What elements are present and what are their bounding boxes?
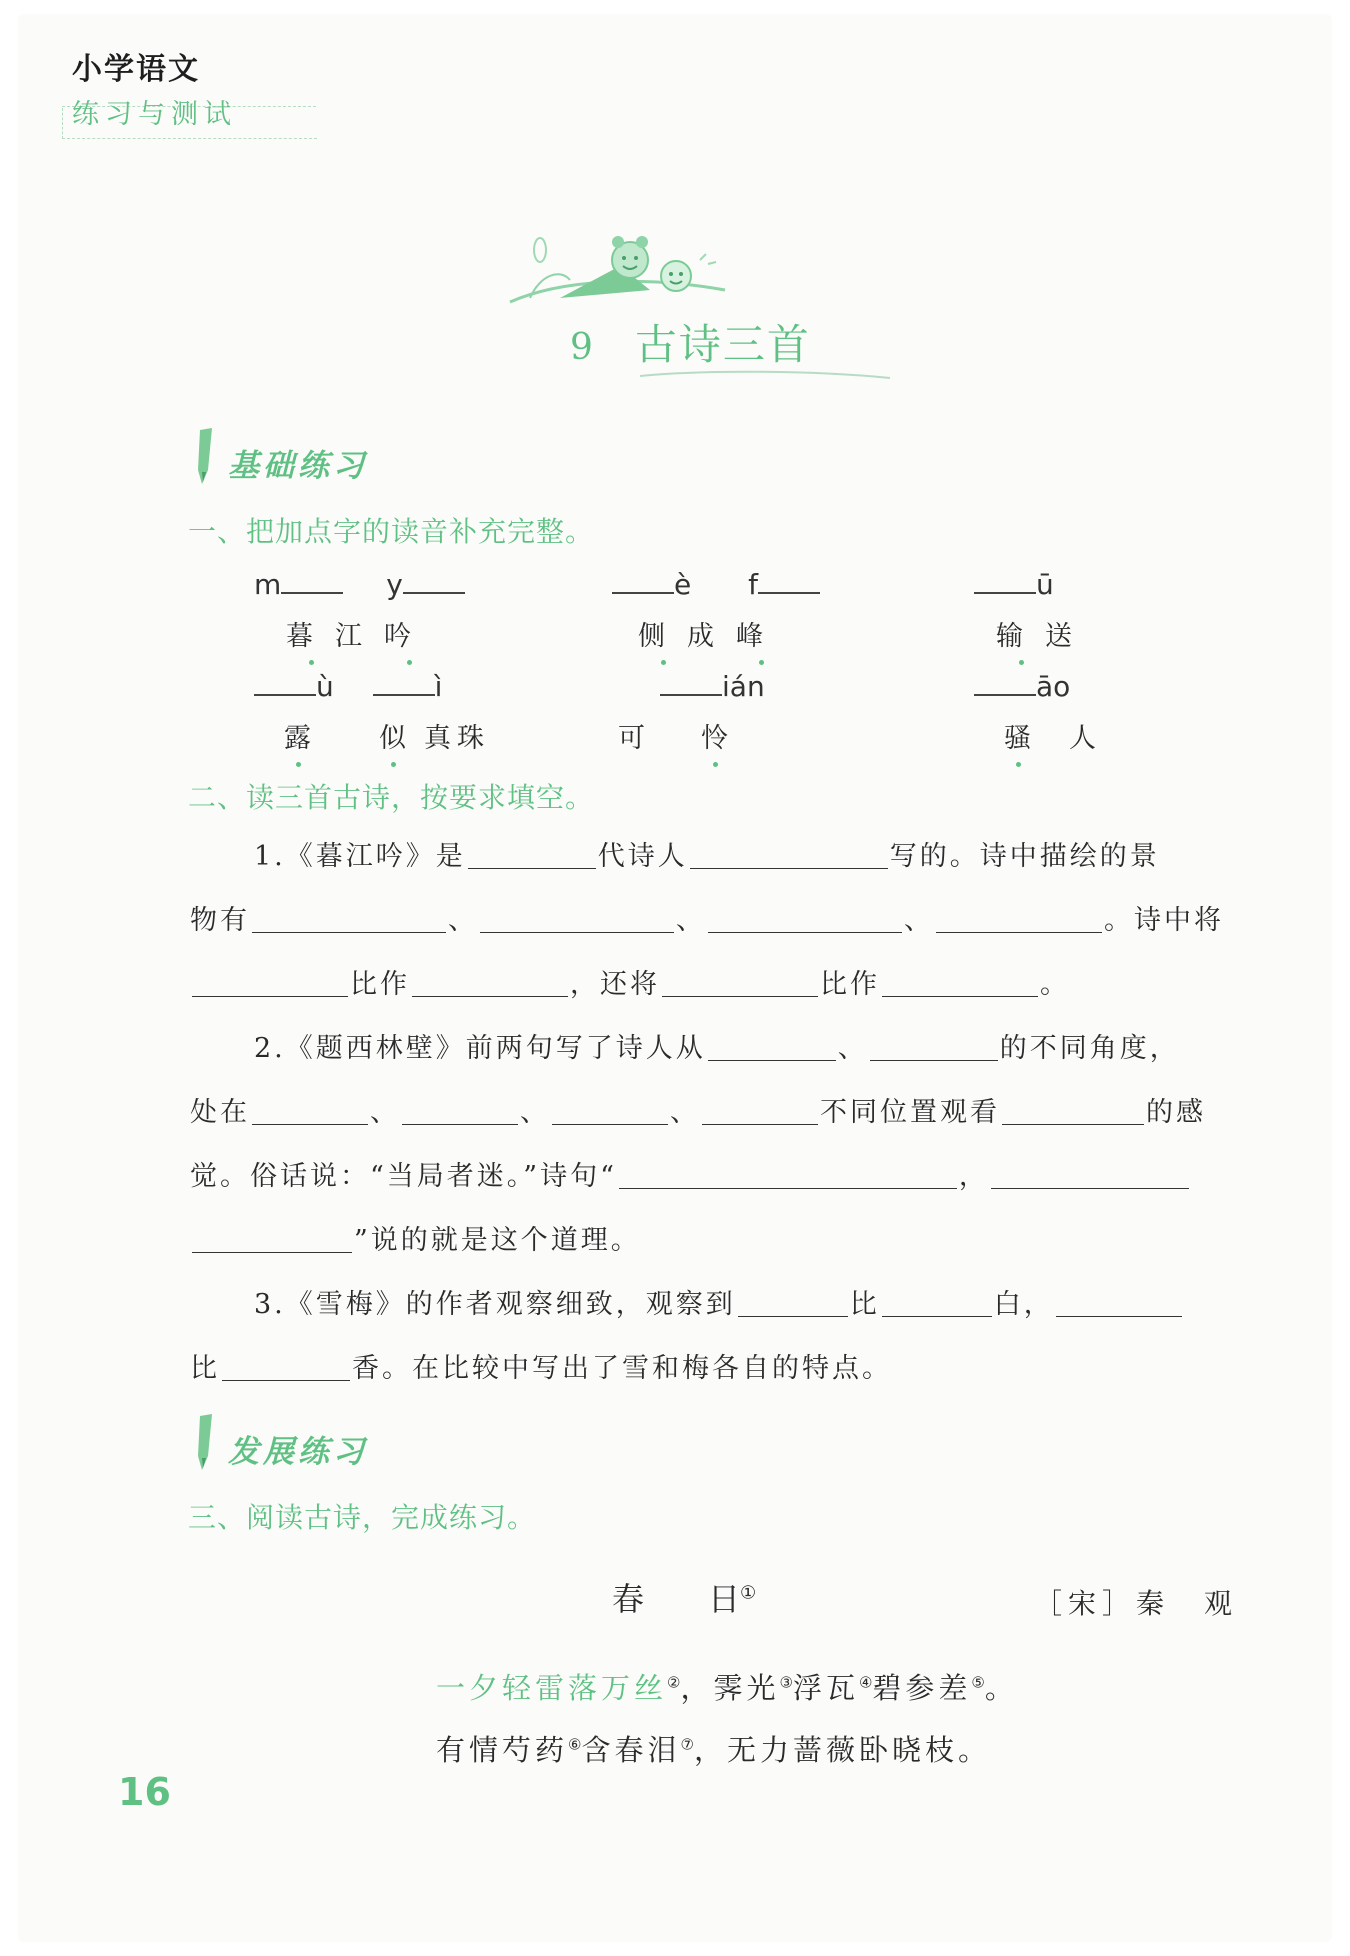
pinyin-group-4: ù ì [254,670,442,703]
fill-blank[interactable] [1056,1288,1182,1317]
q2-line-6: 觉。俗话说：“当局者迷。”诗句“ ， [190,1154,1191,1193]
poem-line-1: 一夕轻雷落万丝②，霁光③浮瓦④碧参差⑤。 [436,1671,1018,1705]
chars-group-6: 骚 人 [1004,716,1096,755]
fill-blank[interactable] [690,840,888,869]
question-2-heading: 二、读三首古诗，按要求填空。 [188,781,595,814]
pen-icon [190,426,218,486]
question-1-heading: 一、把加点字的读音补充完整。 [188,515,595,548]
footnote-marker: ① [740,1582,757,1604]
poem-title: 春 日① [612,1580,757,1618]
fill-blank[interactable] [882,1288,992,1317]
chars-group-3: 输送 [996,614,1094,653]
series-subtitle: 练习与测试 [72,99,237,130]
fill-blank[interactable] [882,968,1038,997]
pinyin-blank[interactable] [758,588,820,594]
lesson-name: 古诗三首 [634,320,811,369]
kids-illustration [500,220,730,320]
pinyin-blank[interactable] [974,588,1036,594]
pinyin-blank[interactable] [281,588,343,594]
fill-blank[interactable] [552,1096,668,1125]
pinyin-group-1: m y [254,568,465,601]
chars-group-5: 可 怜 [618,716,728,755]
q2-line-4: 2.《题西林壁》前两句写了诗人从 、 的不同角度， [254,1033,1180,1064]
fill-blank[interactable] [702,1096,818,1125]
q2-line-8: 3.《雪梅》的作者观察细致，观察到 比 白， [254,1282,1184,1321]
pinyin-blank[interactable] [660,690,722,696]
chars-group-2: 侧成峰 [638,614,785,653]
fill-blank[interactable] [708,904,902,933]
fill-blank[interactable] [480,904,674,933]
pinyin-group-5: ián [660,670,765,703]
pinyin-blank[interactable] [373,690,435,696]
q2-line-2: 物有 、 、 、 。诗中将 [190,905,1224,936]
fill-blank[interactable] [192,1224,352,1253]
q2-line-7: ”说的就是这个道理。 [190,1218,641,1257]
fill-blank[interactable] [192,968,348,997]
lesson-title [570,312,811,372]
pinyin-blank[interactable] [254,690,316,696]
fill-blank[interactable] [1002,1096,1144,1125]
page-number: 16 [118,1770,171,1814]
chars-group-4: 露 似 真珠 [284,716,490,755]
pinyin-blank[interactable] [612,588,674,594]
fill-blank[interactable] [619,1160,957,1189]
question-3-heading: 三、阅读古诗，完成练习。 [188,1501,537,1534]
fill-blank[interactable] [412,968,568,997]
fill-blank[interactable] [870,1032,998,1061]
fill-blank[interactable] [468,840,596,869]
q2-line-1: 1.《暮江吟》是 代诗人 写的。诗中描绘的景 [254,841,1160,872]
pinyin-group-6: āo [974,670,1070,703]
poem-author: ［宋］秦 观 [1034,1587,1239,1620]
fill-blank[interactable] [936,904,1102,933]
q2-line-3: 比作 ，还将 比作 。 [190,962,1070,1001]
fill-blank[interactable] [991,1160,1189,1189]
fill-blank[interactable] [708,1032,836,1061]
pen-icon [190,1412,218,1472]
chars-group-1: 暮江吟 [286,614,433,653]
fill-blank[interactable] [252,1096,368,1125]
fill-blank[interactable] [252,904,446,933]
fill-blank[interactable] [738,1288,848,1317]
series-title: 小学语文 [72,52,200,87]
fill-blank[interactable] [222,1352,350,1381]
lesson-number: 9 [570,327,595,368]
section-heading-develop: 发展练习 [228,1434,368,1470]
pinyin-group-3: ū [974,568,1054,601]
q2-line-5: 处在 、 、 、 不同位置观看 的感 [190,1097,1206,1128]
fill-blank[interactable] [402,1096,518,1125]
title-underline-swash [640,368,890,382]
pinyin-group-2: è f [612,568,820,601]
fill-blank[interactable] [662,968,818,997]
pinyin-blank[interactable] [403,588,465,594]
q2-line-9: 比 香。在比较中写出了雪和梅各自的特点。 [190,1353,892,1384]
section-heading-basic: 基础练习 [228,448,368,484]
pinyin-blank[interactable] [974,690,1036,696]
poem-line-2: 有情芍药⑥含春泪⑦，无力蔷薇卧晓枝。 [436,1733,991,1767]
